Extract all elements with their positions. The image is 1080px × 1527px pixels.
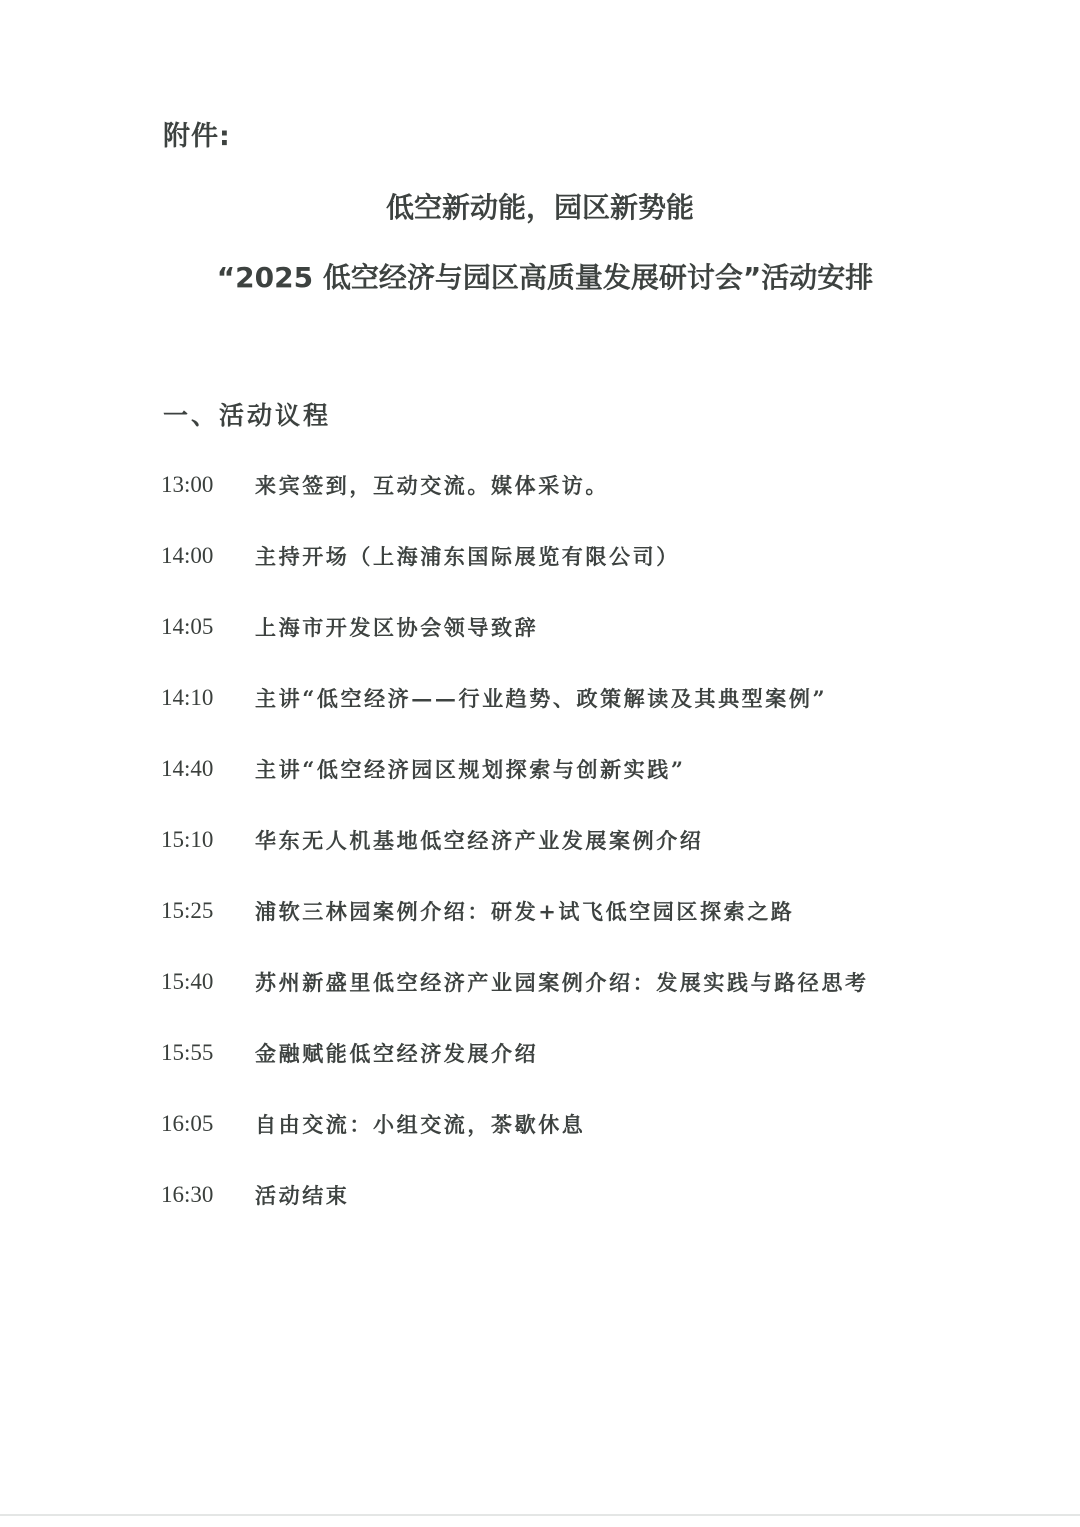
agenda-item bbox=[161, 607, 538, 647]
agenda-description: 华东无人机基地低空经济产业发展案例介绍 bbox=[255, 828, 704, 853]
agenda-description: 活动结束 bbox=[255, 1183, 350, 1208]
agenda-item bbox=[161, 962, 869, 1002]
agenda-item bbox=[161, 678, 827, 718]
agenda-item bbox=[161, 1033, 538, 1073]
agenda-time: 14:10 bbox=[161, 685, 214, 710]
document-title-line-2: “2025 低空经济与园区高质量发展研讨会”活动安排 bbox=[216, 261, 874, 294]
agenda-item bbox=[161, 749, 686, 789]
agenda-time: 15:25 bbox=[161, 898, 214, 923]
agenda-item bbox=[161, 891, 794, 931]
agenda-item bbox=[161, 536, 680, 576]
agenda-description: 主讲“低空经济园区规划探索与创新实践” bbox=[255, 757, 686, 782]
agenda-time: 15:55 bbox=[161, 1040, 214, 1065]
document-title-line-1: 低空新动能，园区新势能 bbox=[385, 191, 694, 224]
agenda-description: 金融赋能低空经济发展介绍 bbox=[255, 1041, 539, 1066]
agenda-time: 16:30 bbox=[161, 1182, 214, 1207]
agenda-time: 13:00 bbox=[161, 472, 214, 497]
agenda-time: 14:05 bbox=[161, 614, 214, 639]
attachment-label: 附件: bbox=[163, 121, 231, 152]
agenda-description: 主讲“低空经济——行业趋势、政策解读及其典型案例” bbox=[255, 686, 828, 711]
agenda-time: 15:40 bbox=[161, 969, 214, 994]
agenda-item bbox=[161, 465, 609, 505]
agenda-time: 14:40 bbox=[161, 756, 214, 781]
agenda-item bbox=[161, 1175, 349, 1215]
agenda-description: 主持开场（上海浦东国际展览有限公司） bbox=[255, 544, 680, 569]
agenda-description: 自由交流：小组交流，茶歇休息 bbox=[255, 1112, 586, 1137]
agenda-description: 浦软三林园案例介绍：研发+试飞低空园区探索之路 bbox=[255, 899, 795, 924]
agenda-item bbox=[161, 1104, 585, 1144]
agenda-time: 15:10 bbox=[161, 827, 214, 852]
agenda-description: 苏州新盛里低空经济产业园案例介绍：发展实践与路径思考 bbox=[255, 970, 869, 995]
agenda-description: 上海市开发区协会领导致辞 bbox=[255, 615, 539, 640]
agenda-time: 14:00 bbox=[161, 543, 214, 568]
agenda-description: 来宾签到，互动交流。媒体采访。 bbox=[255, 473, 609, 498]
agenda-item bbox=[161, 820, 703, 860]
agenda-time: 16:05 bbox=[161, 1111, 214, 1136]
section-heading-agenda: 一、活动议程 bbox=[163, 401, 332, 430]
page-bottom-rule bbox=[0, 1514, 1080, 1516]
